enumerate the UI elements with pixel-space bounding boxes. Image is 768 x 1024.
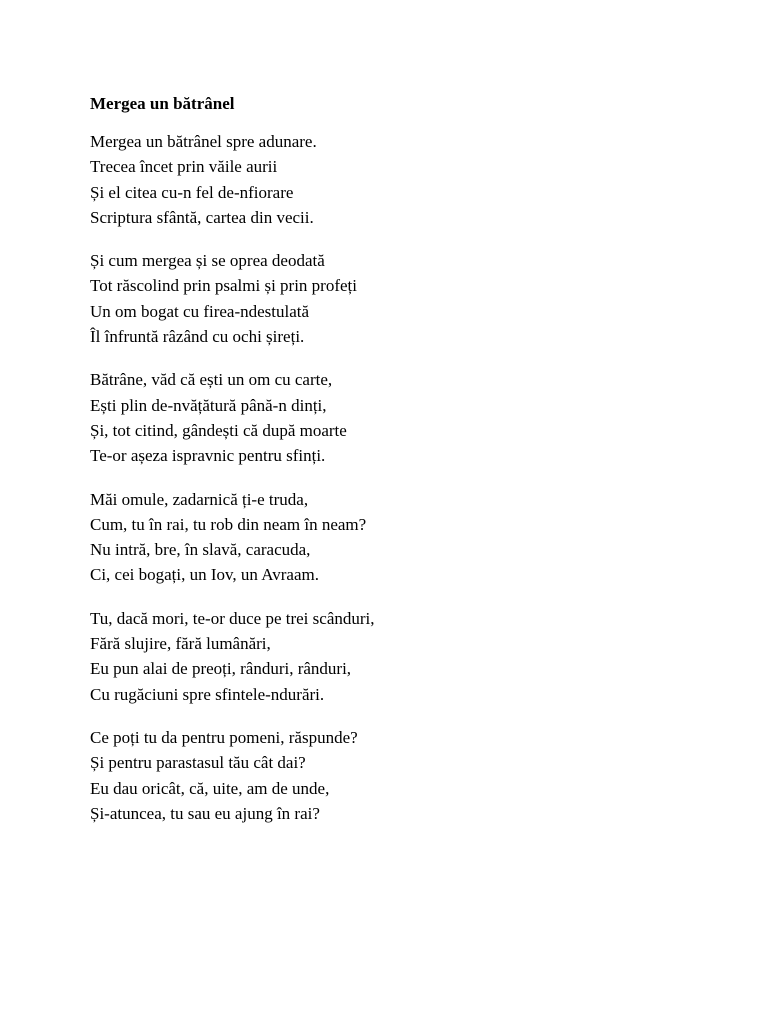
poem-line: Eu pun alai de preoți, rânduri, rânduri,	[90, 659, 352, 679]
poem-line: Tot răscolind prin psalmi și prin profeți	[90, 276, 357, 296]
poem-line: Eu dau oricât, că, uite, am de unde,	[90, 778, 330, 798]
poem-line: Mergea un bătrânel spre adunare.	[90, 132, 317, 151]
poem-line: Cu rugăciuni spre sfintele-ndurări.	[90, 684, 325, 704]
poem-line: Cum, tu în rai, tu rob din neam în neam?	[90, 514, 367, 534]
stanza-3	[90, 367, 730, 468]
poem-line: Trecea încet prin văile aurii	[90, 157, 278, 177]
poem-line: Ești plin de-nvățătură până-n dinți,	[90, 395, 327, 415]
poem-line: Un om bogat cu firea-ndestulată	[90, 301, 310, 321]
stanza-4	[90, 487, 730, 588]
poem-line: Bătrâne, văd că ești un om cu carte,	[90, 370, 333, 390]
poem-line: Ce poți tu da pentru pomeni, răspunde?	[90, 727, 358, 747]
poem-line: Fără slujire, fără lumânări,	[90, 634, 271, 654]
stanza-1	[90, 129, 730, 230]
poem-title: Mergea un bătrânel	[90, 94, 235, 113]
poem-line: Nu intră, bre, în slavă, caracuda,	[90, 540, 311, 560]
poem-line: Ci, cei bogați, un Iov, un Avraam.	[90, 565, 319, 585]
document-page	[90, 93, 730, 844]
poem-line: Și pentru parastasul tău cât dai?	[90, 753, 306, 773]
poem-line: Tu, dacă mori, te-or duce pe trei scânduri,	[90, 608, 375, 628]
poem-line: Și, tot citind, gândești că după moarte	[90, 420, 347, 440]
stanza-6	[90, 725, 730, 826]
poem-line: Și-atuncea, tu sau eu ajung în rai?	[90, 803, 320, 823]
poem-line: Măi omule, zadarnică ți-e truda,	[90, 489, 309, 509]
poem-line: Îl înfruntă râzând cu ochi șireți.	[90, 327, 305, 347]
poem-line: Și cum mergea și se oprea deodată	[90, 251, 325, 271]
stanza-5	[90, 606, 730, 707]
stanza-2	[90, 248, 730, 349]
poem-line: Și el citea cu-n fel de-nfiorare	[90, 182, 294, 202]
poem-line: Te-or așeza ispravnic pentru sfinți.	[90, 446, 326, 466]
poem-line: Scriptura sfântă, cartea din vecii.	[90, 207, 314, 227]
